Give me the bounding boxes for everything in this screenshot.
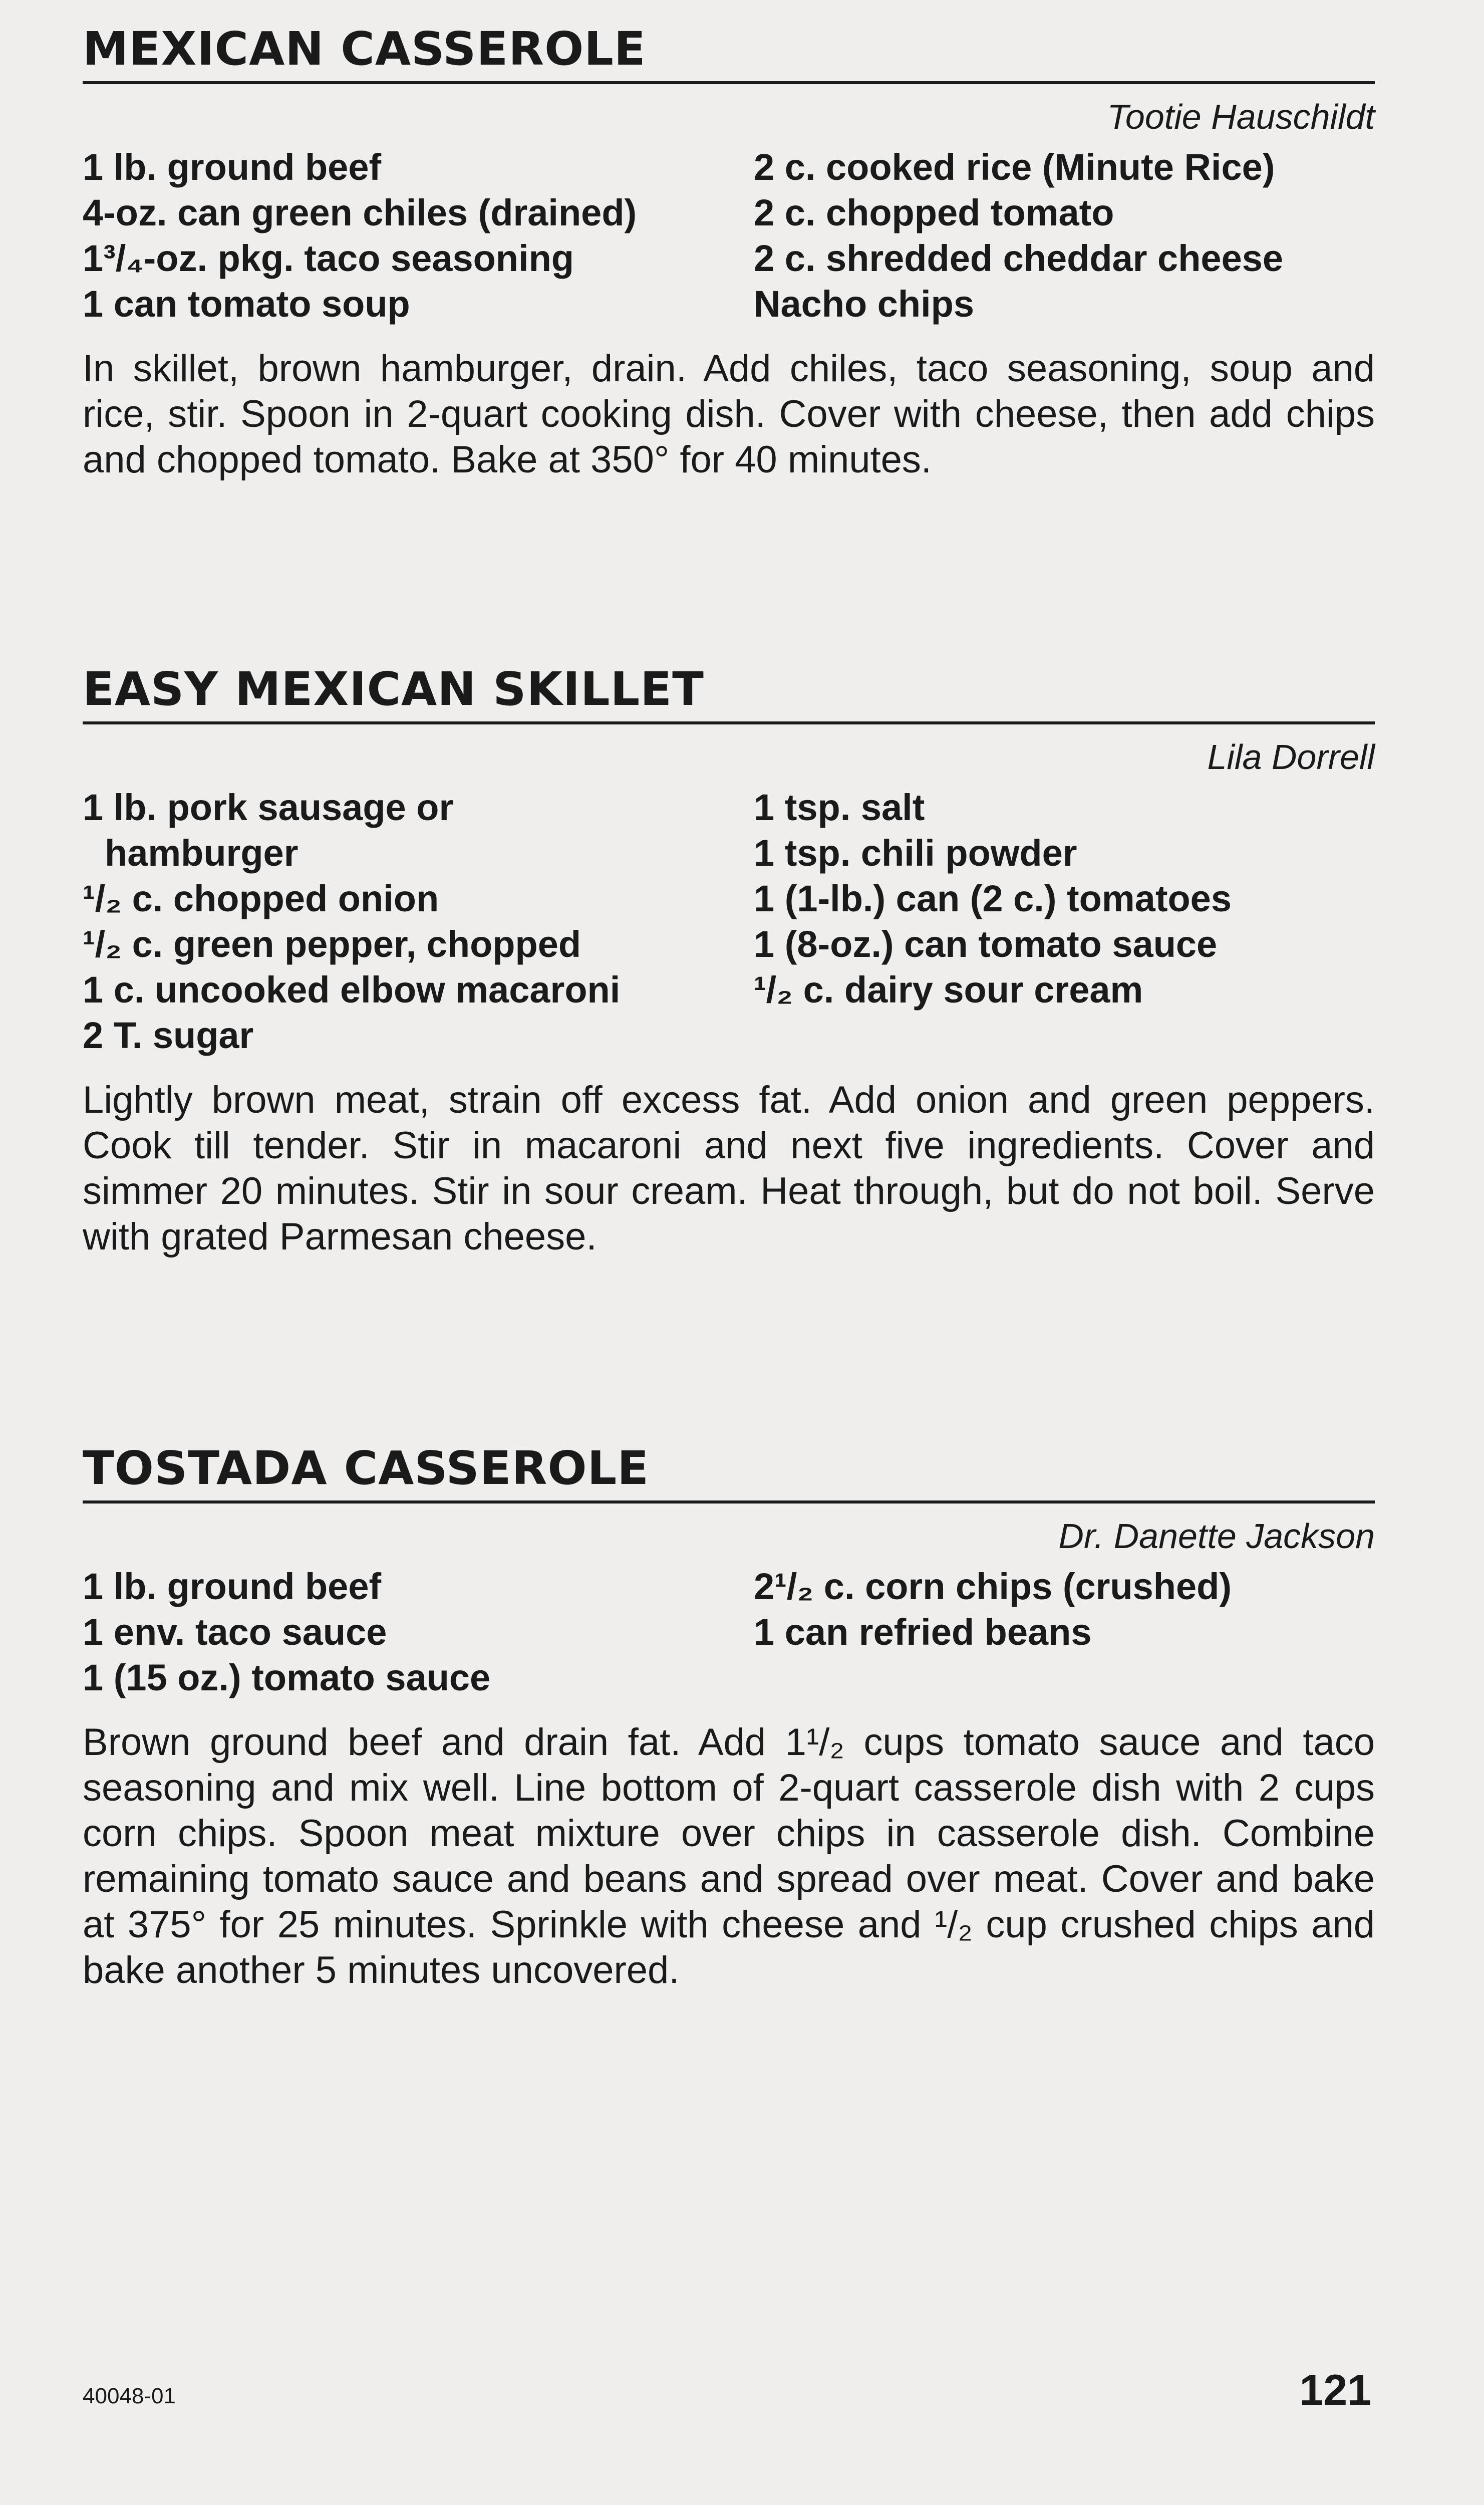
recipe-author: Dr. Danette Jackson <box>1058 1517 1375 1556</box>
ingredient: ¹/₂ c. green pepper, chopped <box>83 923 581 965</box>
ingredients-list <box>83 144 1375 327</box>
ingredient: 1 c. uncooked elbow macaroni <box>83 969 621 1011</box>
ingredient: 2 c. chopped tomato <box>754 192 1114 233</box>
recipe-instructions: Brown ground beef and drain fat. Add 1¹/₂ cups tomato sauce and taco seasoning and mix well. Line bottom of 2-quart casserole dish with 2 cups corn chips. Spoon meat mixture over chips in casserole dish. Combine remaining tomato sauce and beans and spread over meat. Cover and bake at 375° for 25 minutes. Sprinkle with cheese and ¹/₂ cup crushed chips and bake another 5 minutes uncovered. <box>83 1721 1375 1991</box>
ingredient: 1³/₄-oz. pkg. taco seasoning <box>83 237 574 279</box>
ingredient: 1 (15 oz.) tomato sauce <box>83 1657 491 1698</box>
ingredient: ¹/₂ c. chopped onion <box>83 878 439 919</box>
ingredients-right-column <box>754 144 1375 327</box>
ingredient: 1 (8-oz.) can tomato sauce <box>754 923 1218 965</box>
ingredient: 1 env. taco sauce <box>83 1611 387 1653</box>
ingredient: 2 T. sugar <box>83 1015 254 1056</box>
recipe-author: Lila Dorrell <box>1207 737 1375 777</box>
recipe-title: EASY MEXICAN SKILLET <box>83 666 1375 724</box>
ingredient: 1 lb. pork sausage or <box>83 787 454 828</box>
recipe-instructions: Lightly brown meat, strain off excess fat. Add onion and green peppers. Cook till tender. Stir in macaroni and next five ingredients. Cover and simmer 20 minutes. Stir in sour cream. Heat through, but do not boil. Serve with grated Parmesan cheese. <box>83 1079 1375 1258</box>
recipe-easy-mexican-skillet <box>83 662 1375 1298</box>
ingredient: 1 lb. ground beef <box>83 146 382 188</box>
recipe-instructions: In skillet, brown hamburger, drain. Add chiles, taco seasoning, soup and rice, stir. Spoon in 2-quart cooking dish. Cover with cheese, then add chips and chopped tomato. Bake at 350° for 40 minutes. <box>83 347 1375 481</box>
recipe-mexican-casserole <box>83 22 1375 521</box>
ingredient: 1 lb. ground beef <box>83 1566 382 1607</box>
ingredients-right-column <box>754 1564 1375 1700</box>
ingredient: 1 tsp. salt <box>754 787 925 828</box>
ingredients-right-column <box>754 785 1375 1058</box>
ingredient: 4-oz. can green chiles (drained) <box>83 192 637 233</box>
recipe-title: TOSTADA CASSEROLE <box>83 1445 1375 1504</box>
page-number: 121 <box>1299 2366 1371 2414</box>
ingredient: 1 can refried beans <box>754 1611 1092 1653</box>
recipe-author: Tootie Hauschildt <box>1107 97 1375 136</box>
ingredients-left-column <box>83 1564 754 1700</box>
ingredient: hamburger <box>105 832 299 874</box>
ingredients-left-column <box>83 785 754 1058</box>
ingredients-list <box>83 1564 1375 1700</box>
recipe-title: MEXICAN CASSEROLE <box>83 26 1375 84</box>
ingredient: 2¹/₂ c. corn chips (crushed) <box>754 1566 1232 1607</box>
ingredient: 2 c. shredded cheddar cheese <box>754 237 1284 279</box>
ingredient: Nacho chips <box>754 283 974 325</box>
ingredient: ¹/₂ c. dairy sour cream <box>754 969 1143 1011</box>
ingredient: 1 tsp. chili powder <box>754 832 1077 874</box>
ingredients-list <box>83 785 1375 1058</box>
ingredient: 2 c. cooked rice (Minute Rice) <box>754 146 1275 188</box>
ingredient: 1 (1-lb.) can (2 c.) tomatoes <box>754 878 1232 919</box>
ingredient: 1 can tomato soup <box>83 283 410 325</box>
ingredients-left-column <box>83 144 754 327</box>
recipe-tostada-casserole <box>83 1441 1375 2031</box>
footer-code: 40048-01 <box>83 2384 176 2408</box>
